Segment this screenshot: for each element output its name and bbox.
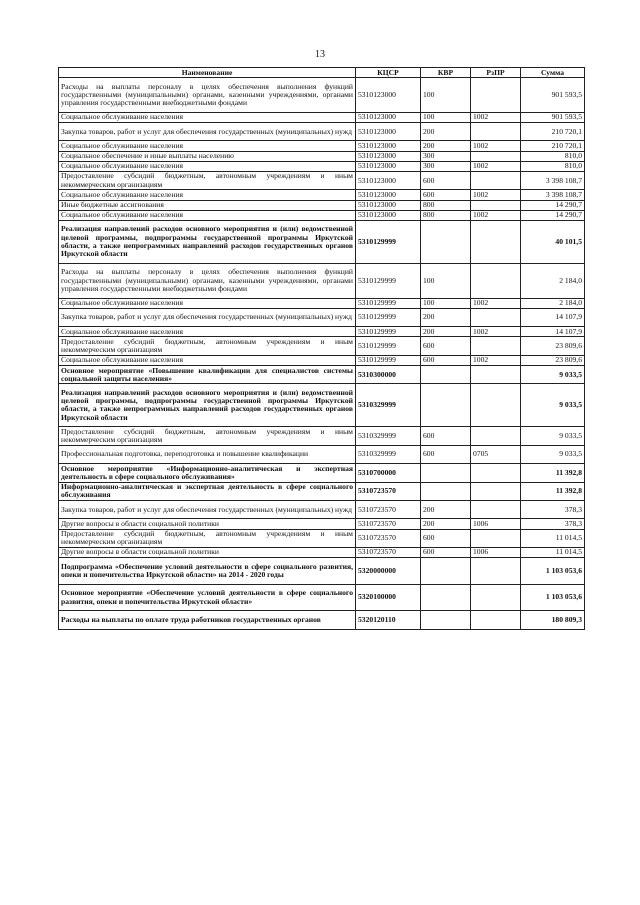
cell-sum: 3 398 108,7	[521, 190, 585, 200]
cell-kcsr: 5310723570	[356, 500, 421, 518]
cell-sum: 11 392,8	[521, 464, 585, 482]
cell-kcsr: 5310123000	[356, 171, 421, 189]
table-row	[59, 337, 585, 355]
cell-name: Расходы на выплаты персоналу в целях обеспечения выполнения функций государственными (муниципальными) органами, казенными учреждениями, органами управления государственными внебюджетными фондами	[59, 78, 356, 113]
table-row	[59, 366, 585, 384]
cell-rzpr	[471, 500, 521, 518]
cell-kcsr: 5310329999	[356, 445, 421, 463]
cell-kvr: 200	[421, 122, 471, 140]
cell-rzpr	[471, 482, 521, 500]
cell-name: Социальное обслуживание населения	[59, 112, 356, 122]
cell-kvr: 200	[421, 308, 471, 326]
cell-sum: 2 184,0	[521, 263, 585, 298]
cell-kvr: 200	[421, 141, 471, 151]
header-sum: Сумма	[521, 68, 585, 78]
cell-sum: 3 398 108,7	[521, 171, 585, 189]
cell-sum: 14 290,7	[521, 210, 585, 220]
cell-rzpr: 1006	[471, 519, 521, 529]
cell-rzpr: 1002	[471, 210, 521, 220]
budget-table	[58, 67, 585, 630]
cell-kvr: 600	[421, 547, 471, 557]
cell-kcsr: 5310123000	[356, 161, 421, 171]
cell-name: Информационно-аналитическая и экспертная деятельность в сфере социального обслуживания	[59, 482, 356, 500]
cell-rzpr	[471, 151, 521, 161]
cell-kvr	[421, 558, 471, 585]
cell-rzpr: 1002	[471, 161, 521, 171]
cell-sum: 14 107,9	[521, 308, 585, 326]
cell-sum: 9 033,5	[521, 427, 585, 445]
cell-sum: 2 184,0	[521, 298, 585, 308]
cell-name: Профессиональная подготовка, переподготовка и повышение квалификации	[59, 445, 356, 463]
cell-name: Закупка товаров, работ и услуг для обеспечения государственных (муниципальных) нужд	[59, 500, 356, 518]
cell-kvr: 100	[421, 263, 471, 298]
cell-sum: 901 593,5	[521, 78, 585, 113]
cell-kvr: 600	[421, 529, 471, 547]
table-row	[59, 190, 585, 200]
cell-kcsr: 5310123000	[356, 122, 421, 140]
table-row	[59, 263, 585, 298]
table-row	[59, 611, 585, 629]
cell-kcsr: 5310123000	[356, 210, 421, 220]
table-row	[59, 78, 585, 113]
cell-sum: 23 809,6	[521, 337, 585, 355]
cell-kcsr: 5310123000	[356, 112, 421, 122]
cell-name: Закупка товаров, работ и услуг для обеспечения государственных (муниципальных) нужд	[59, 122, 356, 140]
cell-kcsr: 5310300000	[356, 366, 421, 384]
cell-kvr: 600	[421, 355, 471, 365]
table-row	[59, 141, 585, 151]
cell-rzpr	[471, 122, 521, 140]
table-row	[59, 161, 585, 171]
cell-sum: 14 290,7	[521, 200, 585, 210]
cell-kcsr: 5310129999	[356, 327, 421, 337]
cell-kcsr: 5310329999	[356, 427, 421, 445]
cell-name: Социальное обслуживание населения	[59, 298, 356, 308]
cell-name: Предоставление субсидий бюджетным, автономным учреждениям и иным некоммерческим организациям	[59, 427, 356, 445]
table-row	[59, 327, 585, 337]
cell-sum: 11 014,5	[521, 529, 585, 547]
header-rzpr: РзПР	[471, 68, 521, 78]
table-row	[59, 122, 585, 140]
cell-kvr: 600	[421, 427, 471, 445]
cell-rzpr: 1002	[471, 141, 521, 151]
cell-kcsr: 5310129999	[356, 355, 421, 365]
table-row	[59, 171, 585, 189]
cell-name: Подпрограмма «Обеспечение условий деятельности в сфере социального развития, опеки и попечительства Иркутской области» на 2014 - 2020 годы	[59, 558, 356, 585]
cell-name: Предоставление субсидий бюджетным, автономным учреждениям и иным некоммерческим организациям	[59, 171, 356, 189]
cell-kcsr: 5310700000	[356, 464, 421, 482]
cell-kcsr: 5310723570	[356, 519, 421, 529]
cell-kcsr: 5310723570	[356, 482, 421, 500]
cell-name: Закупка товаров, работ и услуг для обеспечения государственных (муниципальных) нужд	[59, 308, 356, 326]
cell-kcsr: 5320120110	[356, 611, 421, 629]
cell-kvr: 200	[421, 519, 471, 529]
cell-rzpr	[471, 220, 521, 263]
cell-sum: 9 033,5	[521, 384, 585, 427]
cell-name: Социальное обслуживание населения	[59, 327, 356, 337]
table-row	[59, 220, 585, 263]
cell-rzpr	[471, 200, 521, 210]
cell-name: Социальное обслуживание населения	[59, 161, 356, 171]
cell-rzpr	[471, 584, 521, 611]
table-row	[59, 200, 585, 210]
cell-kvr: 300	[421, 161, 471, 171]
cell-kcsr: 5310129999	[356, 263, 421, 298]
cell-name: Другие вопросы в области социальной политики	[59, 547, 356, 557]
header-kcsr: КЦСР	[356, 68, 421, 78]
table-row	[59, 210, 585, 220]
cell-name: Предоставление субсидий бюджетным, автономным учреждениям и иным некоммерческим организациям	[59, 337, 356, 355]
cell-name: Социальное обслуживание населения	[59, 355, 356, 365]
cell-rzpr: 1002	[471, 190, 521, 200]
cell-rzpr: 1002	[471, 112, 521, 122]
cell-kcsr: 5320100000	[356, 584, 421, 611]
cell-name: Иные бюджетные ассигнования	[59, 200, 356, 210]
cell-sum: 14 107,9	[521, 327, 585, 337]
cell-kvr	[421, 464, 471, 482]
table-header-row	[59, 68, 585, 78]
header-kvr: КВР	[421, 68, 471, 78]
table-row	[59, 584, 585, 611]
cell-rzpr	[471, 366, 521, 384]
cell-kcsr: 5310123000	[356, 151, 421, 161]
cell-name: Расходы на выплаты по оплате труда работников государственных органов	[59, 611, 356, 629]
cell-name: Основное мероприятие «Повышение квалификации для специалистов системы социальной защиты населения»	[59, 366, 356, 384]
cell-name: Социальное обеспечение и иные выплаты населению	[59, 151, 356, 161]
cell-kcsr: 5310129999	[356, 337, 421, 355]
cell-kvr	[421, 584, 471, 611]
table-row	[59, 298, 585, 308]
table-row	[59, 355, 585, 365]
cell-kvr: 100	[421, 112, 471, 122]
table-row	[59, 445, 585, 463]
cell-sum: 378,3	[521, 500, 585, 518]
cell-sum: 210 720,1	[521, 122, 585, 140]
cell-name: Основное мероприятие «Информационно-аналитическая и экспертная деятельность в сфере социального обслуживания»	[59, 464, 356, 482]
cell-rzpr	[471, 263, 521, 298]
cell-rzpr: 0705	[471, 445, 521, 463]
page-number: 13	[315, 49, 325, 60]
cell-rzpr	[471, 384, 521, 427]
cell-sum: 210 720,1	[521, 141, 585, 151]
cell-kvr: 800	[421, 200, 471, 210]
cell-rzpr	[471, 308, 521, 326]
cell-sum: 378,3	[521, 519, 585, 529]
cell-sum: 1 103 053,6	[521, 584, 585, 611]
cell-kvr: 600	[421, 190, 471, 200]
cell-rzpr	[471, 427, 521, 445]
cell-kcsr: 5310129999	[356, 220, 421, 263]
cell-rzpr: 1002	[471, 327, 521, 337]
table-row	[59, 547, 585, 557]
cell-kvr: 600	[421, 171, 471, 189]
cell-rzpr	[471, 529, 521, 547]
cell-name: Реализация направлений расходов основного мероприятия и (или) ведомственной целевой программы, подпрограммы государственной программы Иркутской области, а также непрограммных направлений расходов государственных органов Иркутской области	[59, 384, 356, 427]
cell-rzpr	[471, 558, 521, 585]
cell-rzpr: 1002	[471, 355, 521, 365]
cell-kvr: 600	[421, 337, 471, 355]
cell-kcsr: 5310123000	[356, 200, 421, 210]
cell-rzpr	[471, 464, 521, 482]
cell-sum: 1 103 053,6	[521, 558, 585, 585]
table-row	[59, 464, 585, 482]
cell-kcsr: 5310129999	[356, 308, 421, 326]
cell-kcsr: 5310123000	[356, 190, 421, 200]
cell-rzpr	[471, 171, 521, 189]
header-name: Наименование	[59, 68, 356, 78]
cell-kvr	[421, 384, 471, 427]
cell-kvr	[421, 482, 471, 500]
cell-kvr	[421, 611, 471, 629]
cell-sum: 901 593,5	[521, 112, 585, 122]
cell-sum: 810,0	[521, 161, 585, 171]
cell-name: Социальное обслуживание населения	[59, 141, 356, 151]
cell-kvr: 600	[421, 445, 471, 463]
cell-kcsr: 5310329999	[356, 384, 421, 427]
cell-rzpr: 1006	[471, 547, 521, 557]
table-row	[59, 482, 585, 500]
table-row	[59, 151, 585, 161]
cell-kvr: 200	[421, 327, 471, 337]
table-row	[59, 427, 585, 445]
cell-kvr: 800	[421, 210, 471, 220]
table-row	[59, 384, 585, 427]
cell-kvr: 300	[421, 151, 471, 161]
table-row	[59, 500, 585, 518]
cell-rzpr: 1002	[471, 298, 521, 308]
cell-sum: 180 809,3	[521, 611, 585, 629]
cell-kcsr: 5310723570	[356, 529, 421, 547]
cell-sum: 40 101,5	[521, 220, 585, 263]
cell-name: Другие вопросы в области социальной политики	[59, 519, 356, 529]
cell-rzpr	[471, 337, 521, 355]
cell-name: Основное мероприятие «Обеспечение условий деятельности в сфере социального развития, опеки и попечительства Иркутской области»	[59, 584, 356, 611]
cell-sum: 23 809,6	[521, 355, 585, 365]
table-body	[59, 78, 585, 630]
cell-kcsr: 5310129999	[356, 298, 421, 308]
cell-kvr	[421, 366, 471, 384]
cell-name: Социальное обслуживание населения	[59, 210, 356, 220]
cell-rzpr	[471, 78, 521, 113]
cell-sum: 11 014,5	[521, 547, 585, 557]
cell-kcsr: 5310123000	[356, 141, 421, 151]
table-row	[59, 558, 585, 585]
table-row	[59, 308, 585, 326]
cell-rzpr	[471, 611, 521, 629]
cell-kcsr: 5310123000	[356, 78, 421, 113]
cell-sum: 11 392,8	[521, 482, 585, 500]
cell-sum: 810,0	[521, 151, 585, 161]
cell-name: Социальное обслуживание населения	[59, 190, 356, 200]
cell-name: Расходы на выплаты персоналу в целях обеспечения выполнения функций государственными (муниципальными) органами, казенными учреждениями, органами управления государственными внебюджетными фондами	[59, 263, 356, 298]
cell-kvr	[421, 220, 471, 263]
table-row	[59, 519, 585, 529]
table-row	[59, 112, 585, 122]
cell-sum: 9 033,5	[521, 366, 585, 384]
cell-kvr: 100	[421, 298, 471, 308]
cell-name: Предоставление субсидий бюджетным, автономным учреждениям и иным некоммерческим организациям	[59, 529, 356, 547]
table-row	[59, 529, 585, 547]
cell-kcsr: 5310723570	[356, 547, 421, 557]
cell-kcsr: 5320000000	[356, 558, 421, 585]
cell-kvr: 100	[421, 78, 471, 113]
cell-kvr: 200	[421, 500, 471, 518]
cell-name: Реализация направлений расходов основного мероприятия и (или) ведомственной целевой программы, подпрограммы государственной программы Иркутской области, а также непрограммных направлений расходов государственных органов Иркутской области	[59, 220, 356, 263]
cell-sum: 9 033,5	[521, 445, 585, 463]
